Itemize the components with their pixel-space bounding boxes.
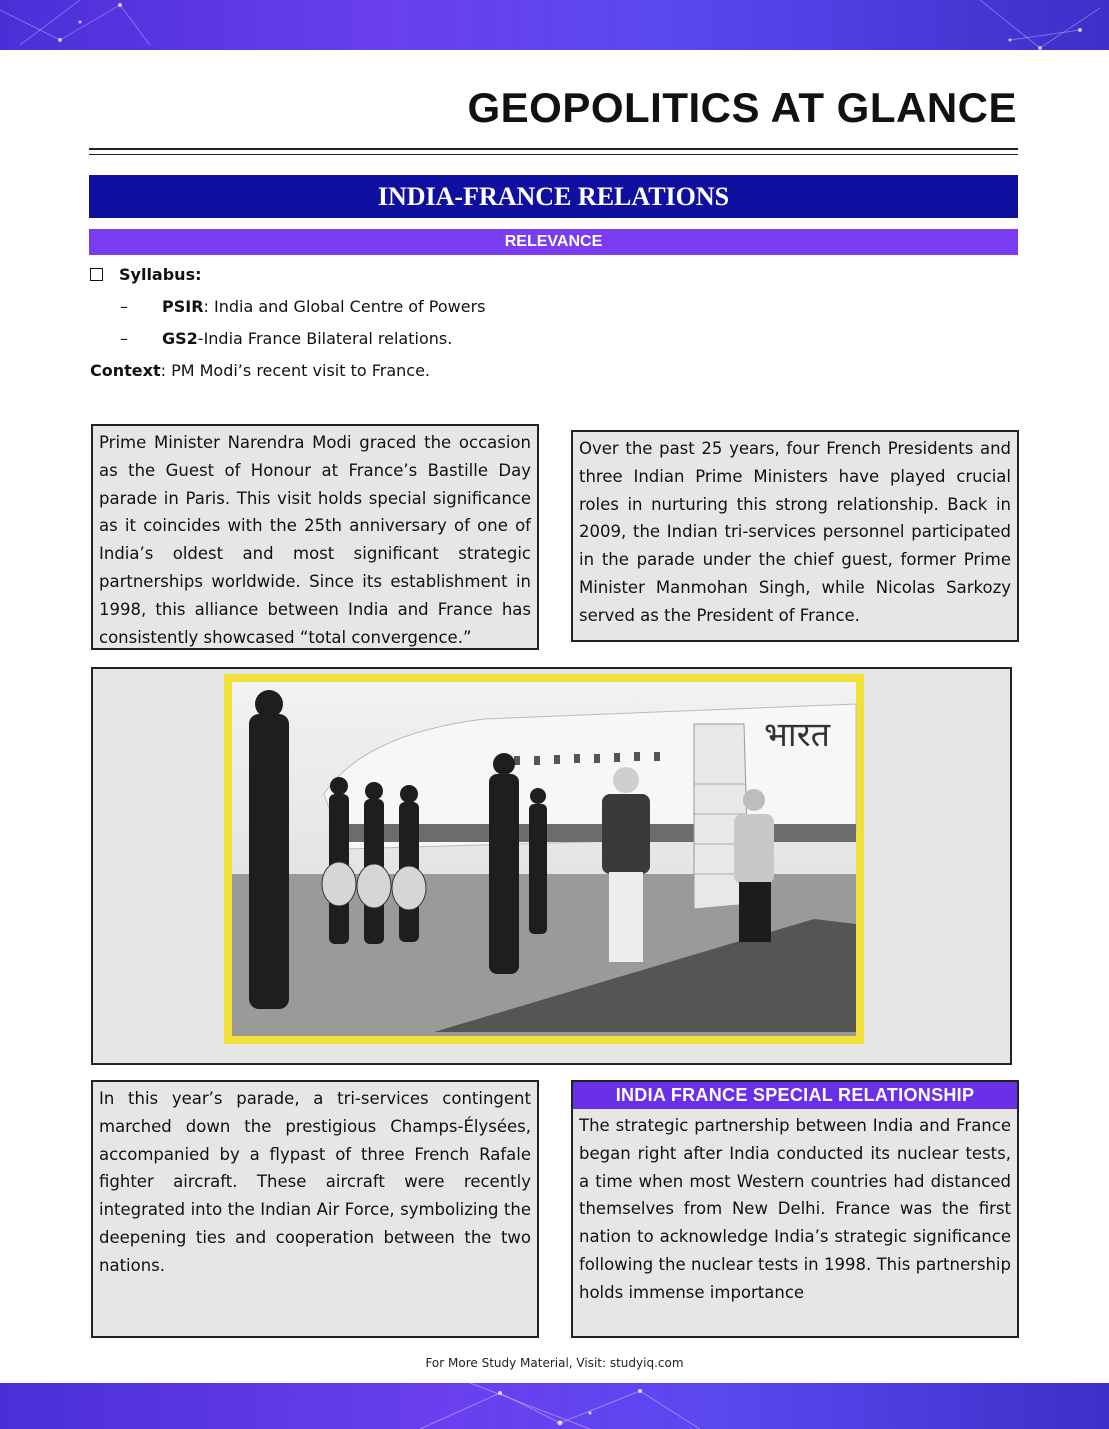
checkbox-bullet-icon bbox=[90, 268, 103, 281]
syllabus-heading: Syllabus: bbox=[90, 264, 485, 296]
modi-arrival-photo bbox=[224, 674, 864, 1044]
dash-bullet: – bbox=[120, 329, 128, 348]
network-pattern bbox=[0, 0, 1109, 50]
footer-link-text: For More Study Material, Visit: studyiq.com bbox=[425, 1356, 684, 1370]
context-line: Context: PM Modi’s recent visit to France. bbox=[90, 361, 431, 380]
title-rule bbox=[89, 148, 1018, 150]
aircraft-lettering: भारत bbox=[764, 715, 830, 755]
title-rule-thin bbox=[89, 154, 1018, 155]
special-relationship-body: The strategic partnership between India and France began right after India conducted its nuclear tests, a time when most Western countries had distanced themselves from New Delhi. France was the first nation to acknowledge India’s strategic significance following the nuclear tests in 1998. This partnership holds immense importance bbox=[579, 1116, 1011, 1302]
syllabus-item: – PSIR: India and Global Centre of Powers bbox=[90, 296, 485, 328]
text-box-special-relationship bbox=[571, 1080, 1019, 1338]
section-title: INDIA-FRANCE RELATIONS bbox=[89, 175, 1018, 218]
page-title: GEOPOLITICS AT GLANCE bbox=[467, 84, 1017, 131]
text-box-bastille-day: Prime Minister Narendra Modi graced the occasion as the Guest of Honour at France’s Bastille Day parade in Paris. This visit holds special significance as it coincides with the 25th anniversary of one of India’s oldest and most significant strategic partnerships worldwide. Since its establishment in 1998, this alliance between India and France has consistently showcased “total convergence.” bbox=[91, 424, 539, 650]
dash-bullet: – bbox=[120, 297, 128, 316]
text-box-history: Over the past 25 years, four French Presidents and three Indian Prime Ministers have played crucial roles in nurturing this strong relationship. Back in 2009, the Indian tri-services personnel participated in the parade under the chief guest, former Prime Minister Manmohan Singh, while Nicolas Sarkozy served as the President of France. bbox=[571, 430, 1019, 642]
text-box-parade: In this year’s parade, a tri-services contingent marched down the prestigious Champs-Élysées, accompanied by a flypast of three French Rafale fighter aircraft. These aircraft were recently integrated into the Indian Air Force, symbolizing the deepening ties and cooperation between the two nations. bbox=[91, 1080, 539, 1338]
relevance-heading: RELEVANCE bbox=[89, 229, 1018, 255]
special-relationship-heading: INDIA FRANCE SPECIAL RELATIONSHIP bbox=[573, 1082, 1017, 1109]
syllabus-item: – GS2-India France Bilateral relations. bbox=[90, 328, 485, 360]
network-pattern bbox=[0, 1383, 1109, 1429]
bottom-decorative-band bbox=[0, 1383, 1109, 1429]
syllabus-list bbox=[90, 264, 485, 360]
top-decorative-band bbox=[0, 0, 1109, 50]
